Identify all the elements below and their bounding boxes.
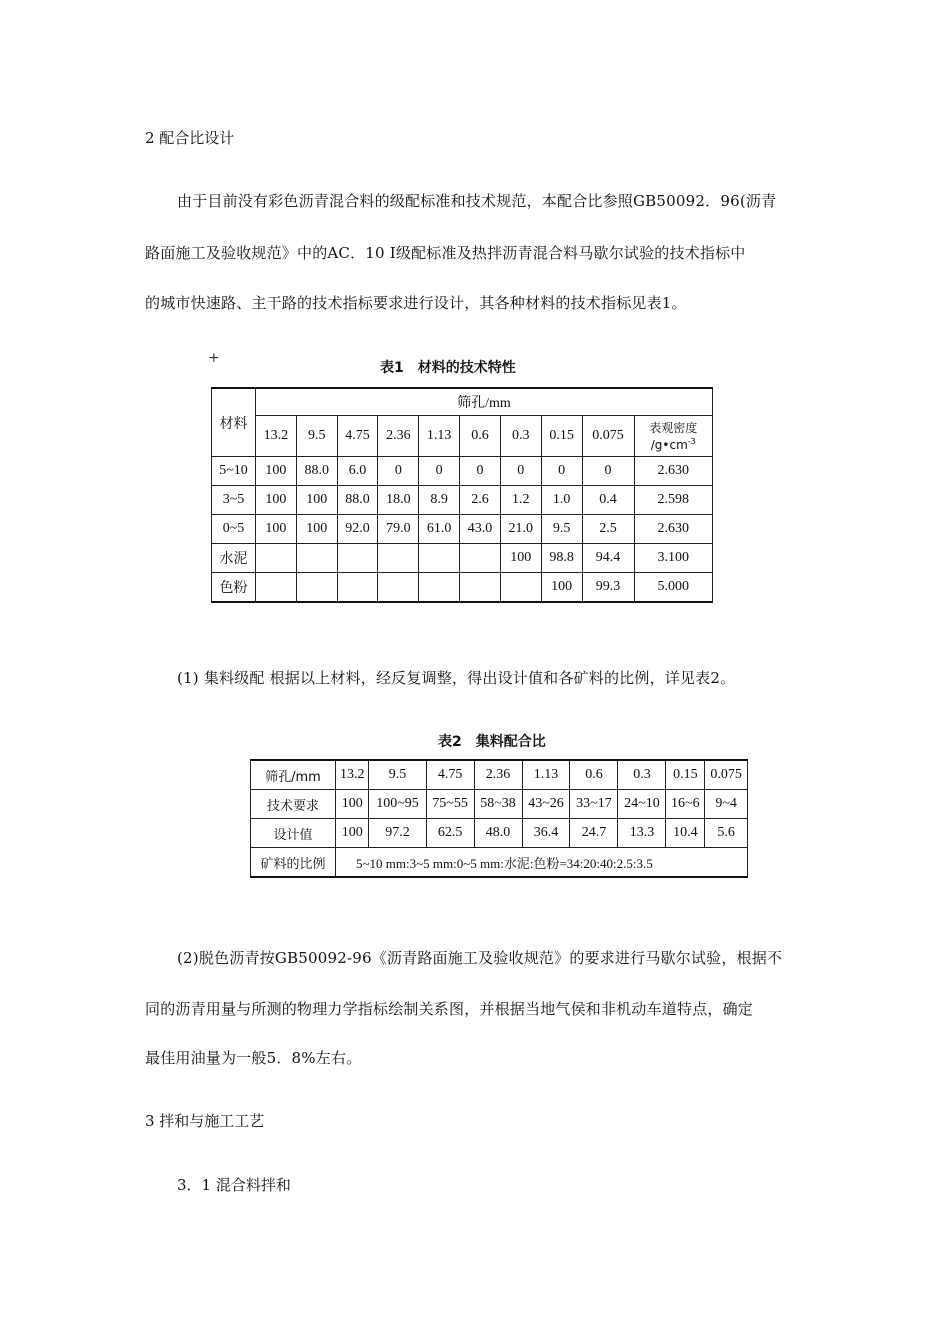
table1-cell: 100 [296,486,337,515]
table1-cell: 0 [500,457,541,486]
table2-cell: 24~10 [618,790,666,819]
table1-cell: 2.6 [460,486,501,515]
table1-cell: 43.0 [460,515,501,544]
paragraph-line: 同的沥青用量与所测的物理力学指标绘制关系图，并根据当地气侯和非机动车道特点，确定 [145,1000,754,1018]
table1-cell: 5~10 [212,457,256,486]
table1-cell: 水泥 [212,544,256,573]
table1-header-sieve: 筛孔/mm [256,388,713,416]
cursor-mark-icon: + [208,350,220,366]
table1-cell: 61.0 [419,515,460,544]
subsection-heading: 3．1 混合料拌和 [177,1176,291,1194]
table2-caption: 表2 集料配合比 [438,734,546,750]
table1-cell [256,573,297,603]
table2-cell: 10.4 [666,819,705,848]
paragraph-line: 最佳用油量为一般5．8%左右。 [145,1049,362,1067]
table1-cell: 1.0 [541,486,582,515]
paragraph-line: (2)脱色沥青按GB50092-96《沥青路面施工及验收规范》的要求进行马歇尔试验，根据不 [177,949,783,967]
table1 [211,387,713,603]
table2-row-label: 筛孔/mm [251,760,336,790]
table2-cell: 5.6 [705,819,748,848]
table1-cell: 88.0 [337,486,378,515]
table2-cell: 16~6 [666,790,705,819]
table1-cell [419,544,460,573]
table1-sieve: 0.15 [541,416,582,457]
table2-cell: 1.13 [522,760,570,790]
table2-cell: 0.15 [666,760,705,790]
table1-cell [296,573,337,603]
table1-sieve: 2.36 [378,416,419,457]
table1-cell [419,573,460,603]
table1-cell: 100 [256,486,297,515]
table1-cell: 0 [460,457,501,486]
table2-cell: 36.4 [522,819,570,848]
table1-caption: 表1 材料的技术特性 [380,360,516,376]
table1-cell: 2.630 [634,457,712,486]
table2-cell: 13.3 [618,819,666,848]
table1-cell: 100 [541,573,582,603]
table2-cell: 100 [336,790,369,819]
table1-header-density: 表观密度 $/g•cm^{-3}$ [634,416,712,457]
section-heading: 2 配合比设计 [145,129,235,147]
table1-cell: 9.5 [541,515,582,544]
table1-cell: 98.8 [541,544,582,573]
table1-sieve: 0.3 [500,416,541,457]
table1-cell [296,544,337,573]
section-heading: 3 拌和与施工工艺 [145,1112,265,1130]
table1-cell [460,544,501,573]
table1-cell [500,573,541,603]
table-row [251,760,748,790]
table1-sieve: 4.75 [337,416,378,457]
table2-cell: 13.2 [336,760,369,790]
table2-row-label: 矿料的比例 [251,848,336,878]
table1-cell: 0 [378,457,419,486]
table2-ratio-cell: 5~10 mm:3~5 mm:0~5 mm:水泥:色粉=34:20:40:2.5:3.5 [336,848,748,878]
table-row [251,819,748,848]
table1-cell: 92.0 [337,515,378,544]
table1-cell: 88.0 [296,457,337,486]
table2-cell: 97.2 [369,819,426,848]
table1-cell: 0~5 [212,515,256,544]
table1-cell: 5.000 [634,573,712,603]
table1-cell: 0 [419,457,460,486]
table2-cell: 0.075 [705,760,748,790]
table2-cell: 58~38 [474,790,522,819]
table2-cell: 100~95 [369,790,426,819]
paragraph-line: 由于目前没有彩色沥青混合料的级配标准和技术规范，本配合比参照GB50092．96(沥青 [177,192,777,210]
paragraph-line: 的城市快速路、主干路的技术指标要求进行设计，其各种材料的技术指标见表1。 [145,294,687,312]
table2-cell: 33~17 [570,790,618,819]
table-row [212,486,713,515]
table-row [212,457,713,486]
table1-cell: 0.4 [582,486,634,515]
table1-cell: 0 [582,457,634,486]
table1-cell: 6.0 [337,457,378,486]
table1-cell: 99.3 [582,573,634,603]
table-row [251,848,748,878]
table-row [251,790,748,819]
table2-cell: 0.6 [570,760,618,790]
table2-cell: 75~55 [426,790,474,819]
table1-cell: 0 [541,457,582,486]
table1-cell: 79.0 [378,515,419,544]
table1-cell: 色粉 [212,573,256,603]
table-row [212,573,713,603]
table2-row-label: 设计值 [251,819,336,848]
table2-cell: 9~4 [705,790,748,819]
paragraph-line: 路面施工及验收规范》中的AC．10 I级配标准及热拌沥青混合料马歇尔试验的技术指标中 [145,244,746,262]
table2-cell: 2.36 [474,760,522,790]
table2-cell: 48.0 [474,819,522,848]
table1-sieve: 9.5 [296,416,337,457]
table2-cell: 100 [336,819,369,848]
table1-sieve: 1.13 [419,416,460,457]
table2-cell: 62.5 [426,819,474,848]
table-row [212,515,713,544]
table1-cell: 2.5 [582,515,634,544]
table1-cell [378,573,419,603]
table2-cell: 24.7 [570,819,618,848]
table2-cell: 4.75 [426,760,474,790]
table1-cell: 94.4 [582,544,634,573]
table1-cell: 1.2 [500,486,541,515]
table1-cell [256,544,297,573]
table1-cell: 100 [256,515,297,544]
table1-cell: 2.598 [634,486,712,515]
table1-sieve: 0.075 [582,416,634,457]
table1-cell: 100 [500,544,541,573]
table1-cell [460,573,501,603]
table1-header-material: 材料 [212,388,256,457]
table-row [212,544,713,573]
table1-cell: 3.100 [634,544,712,573]
table1-cell [337,573,378,603]
table1-cell: 100 [296,515,337,544]
table1-cell: 3~5 [212,486,256,515]
table1-sieve: 0.6 [460,416,501,457]
table2-cell: 0.3 [618,760,666,790]
table2-row-label: 技术要求 [251,790,336,819]
table2-cell: 9.5 [369,760,426,790]
table1-cell: 21.0 [500,515,541,544]
table1-cell [378,544,419,573]
table1-sieve: 13.2 [256,416,297,457]
table1-cell: 8.9 [419,486,460,515]
table1-cell [337,544,378,573]
table1-cell: 18.0 [378,486,419,515]
table2 [250,759,748,878]
table2-cell: 43~26 [522,790,570,819]
table1-cell: 2.630 [634,515,712,544]
paragraph-line: (1) 集料级配 根据以上材料，经反复调整，得出设计值和各矿料的比例，详见表2。 [177,669,736,687]
table1-cell: 100 [256,457,297,486]
